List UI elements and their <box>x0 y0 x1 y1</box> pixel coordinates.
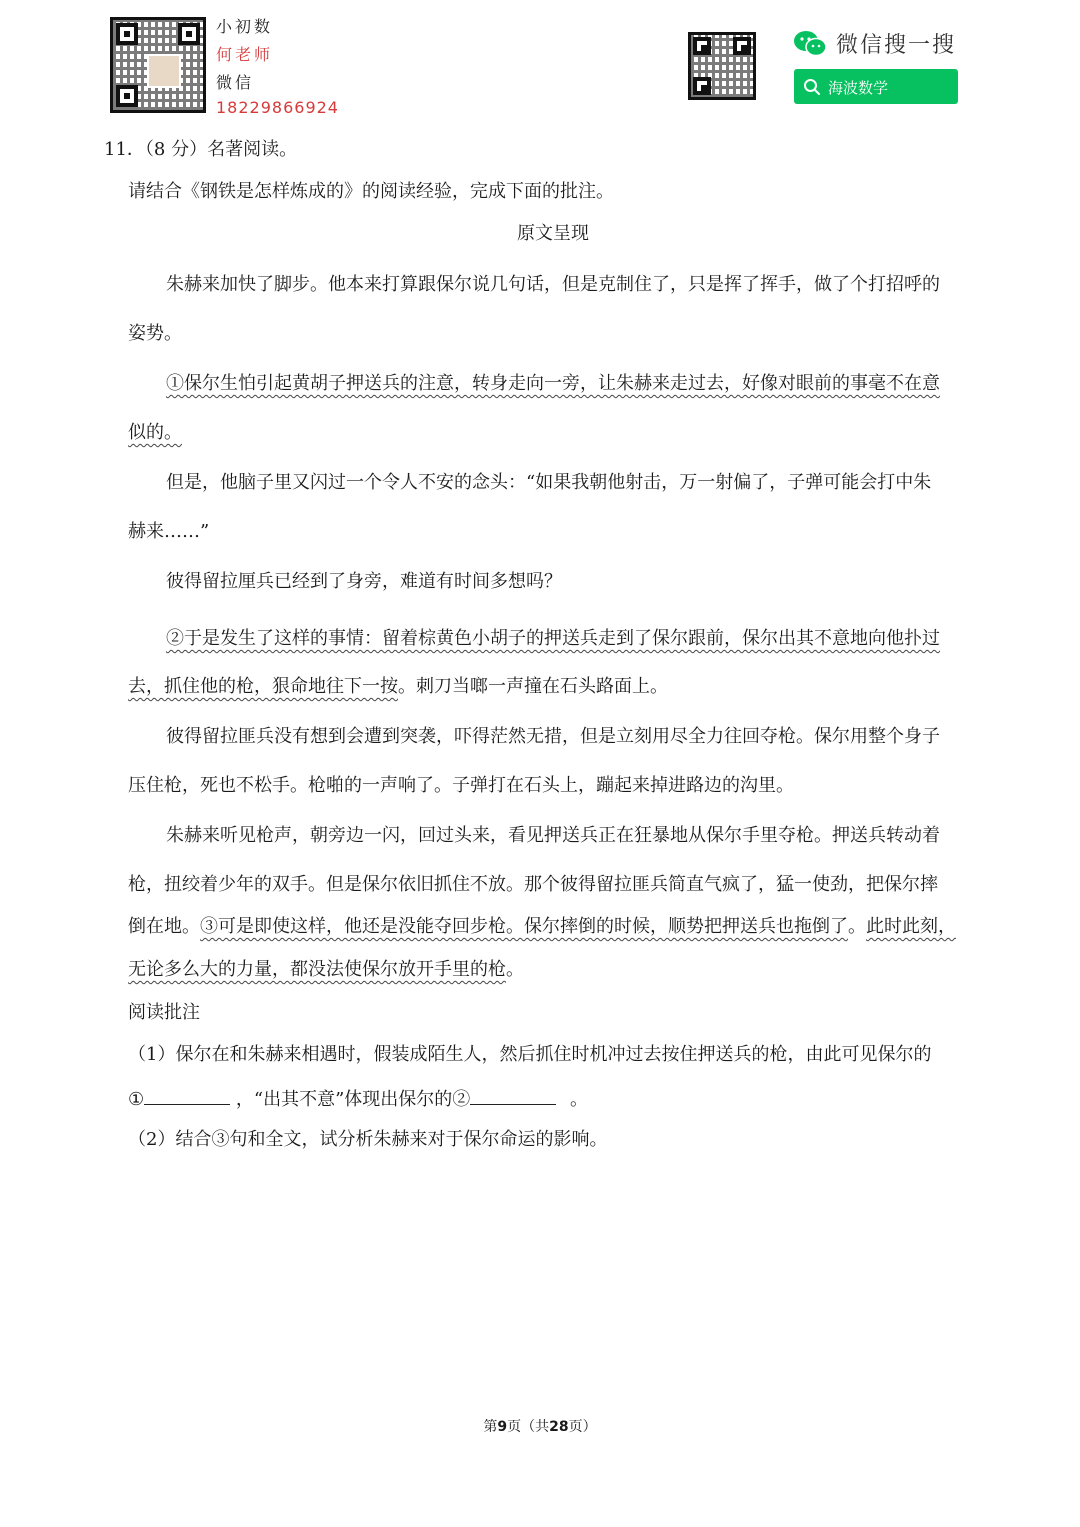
passage-p4-line1: 彼得留拉厘兵已经到了身旁，难道有时间多想吗？ <box>166 571 562 592</box>
passage-p7-underlined-end: 无论多么大的力量，都没法使保尔放开手里的枪 <box>128 959 506 980</box>
wechat-qr-code <box>688 32 756 100</box>
question-instruction: 请结合《钢铁是怎样炼成的》的阅读经验，完成下面的批注。 <box>128 181 614 202</box>
footer-page-number: 9 <box>497 1419 508 1435</box>
passage-p7-underlined-start: 此时此刻， <box>866 916 956 937</box>
teacher-qr-code <box>110 17 206 113</box>
card-phone-number: 18229866924 <box>216 98 339 117</box>
search-icon <box>803 78 821 96</box>
wechat-search-label: 海波数学 <box>828 79 889 97</box>
blank-1-marker: ① <box>128 1089 145 1110</box>
passage-p7-line1: 朱赫来听见枪声，朝旁边一闪，回过头来，看见押送兵正在狂暴地从保尔手里夺枪。押送兵转动着 <box>166 825 940 846</box>
passage-sentence-2-underlined: 去，抓住他的枪，狠命地往下一按 <box>128 676 398 697</box>
passage-p7-end: 。 <box>506 959 524 980</box>
subquestion-2: （2）结合③句和全文，试分析朱赫来对于保尔命运的影响。 <box>128 1129 608 1150</box>
passage-p1-line2: 姿势。 <box>128 323 182 344</box>
card-teacher-name: 何老师 <box>216 45 274 64</box>
footer-pre: 第 <box>483 1419 498 1435</box>
annotation-title: 阅读批注 <box>128 1002 200 1023</box>
wechat-logo-icon <box>793 30 827 58</box>
passage-p7-line4 <box>128 958 524 982</box>
passage-sentence-2-line2 <box>128 675 668 699</box>
passage-sentence-3: ③可是即使这样，他还是没能夺回步枪。保尔摔倒的时候，顺势把押送兵也拖倒了 <box>200 916 848 937</box>
wechat-search-title: 微信搜一搜 <box>836 33 957 58</box>
passage-p7-period: 。 <box>848 916 866 937</box>
avatar <box>147 54 181 88</box>
subquestion-1-mid: ，“出其不意”体现出保尔的② <box>235 1089 471 1110</box>
answer-blank-1[interactable] <box>144 1086 230 1105</box>
footer-mid: 页（共 <box>507 1419 550 1435</box>
passage-p7-line3 <box>128 915 956 939</box>
passage-p6-line2: 压住枪，死也不松手。枪啪的一声响了。子弹打在石头上，蹦起来掉进路边的沟里。 <box>128 775 794 796</box>
subquestion-1-line1: （1）保尔在和朱赫来相遇时，假装成陌生人，然后抓住时机冲过去按住押送兵的枪，由此可见保尔的 <box>128 1044 932 1065</box>
answer-blank-2[interactable] <box>470 1086 556 1105</box>
question-heading: 11．（8 分）名著阅读。 <box>104 139 298 160</box>
footer-post: 页） <box>568 1419 597 1435</box>
passage-p3-line1: 但是，他脑子里又闪过一个令人不安的念头：“如果我朝他射击，万一射偏了，子弹可能会打中朱 <box>166 472 932 493</box>
passage-p1-line1: 朱赫来加快了脚步。他本来打算跟保尔说几句话，但是克制住了，只是挥了挥手，做了个打招呼的 <box>166 274 940 295</box>
footer-total-pages: 28 <box>549 1419 569 1435</box>
section-title: 原文呈现 <box>517 223 589 244</box>
passage-p7-line2: 枪，扭绞着少年的双手。但是保尔依旧抓住不放。那个彼得留拉匪兵简直气疯了，猛一使劲，把保尔摔 <box>128 874 938 895</box>
passage-p7-prefix: 倒在地。 <box>128 916 200 937</box>
subquestion-1-line2 <box>128 1086 588 1112</box>
wechat-search-button[interactable] <box>794 69 958 104</box>
page-footer <box>0 1416 1080 1436</box>
subquestion-1-end: 。 <box>570 1089 589 1110</box>
passage-p5-rest: 。刺刀当啷一声撞在石头路面上。 <box>398 676 668 697</box>
card-line-1: 小初数 <box>216 17 274 36</box>
passage-sentence-1-line1: ①保尔生怕引起黄胡子押送兵的注意，转身走向一旁，让朱赫来走过去，好像对眼前的事毫不在意 <box>166 373 940 394</box>
passage-p3-line2: 赫来……” <box>128 521 210 542</box>
card-wechat-label: 微信 <box>216 73 255 92</box>
passage-sentence-1-line2: 似的。 <box>128 422 182 443</box>
passage-p6-line1: 彼得留拉匪兵没有想到会遭到突袭，吓得茫然无措，但是立刻用尽全力往回夺枪。保尔用整个身子 <box>166 726 940 747</box>
passage-sentence-2-line1: ②于是发生了这样的事情：留着棕黄色小胡子的押送兵走到了保尔跟前，保尔出其不意地向他扑过 <box>166 628 940 649</box>
